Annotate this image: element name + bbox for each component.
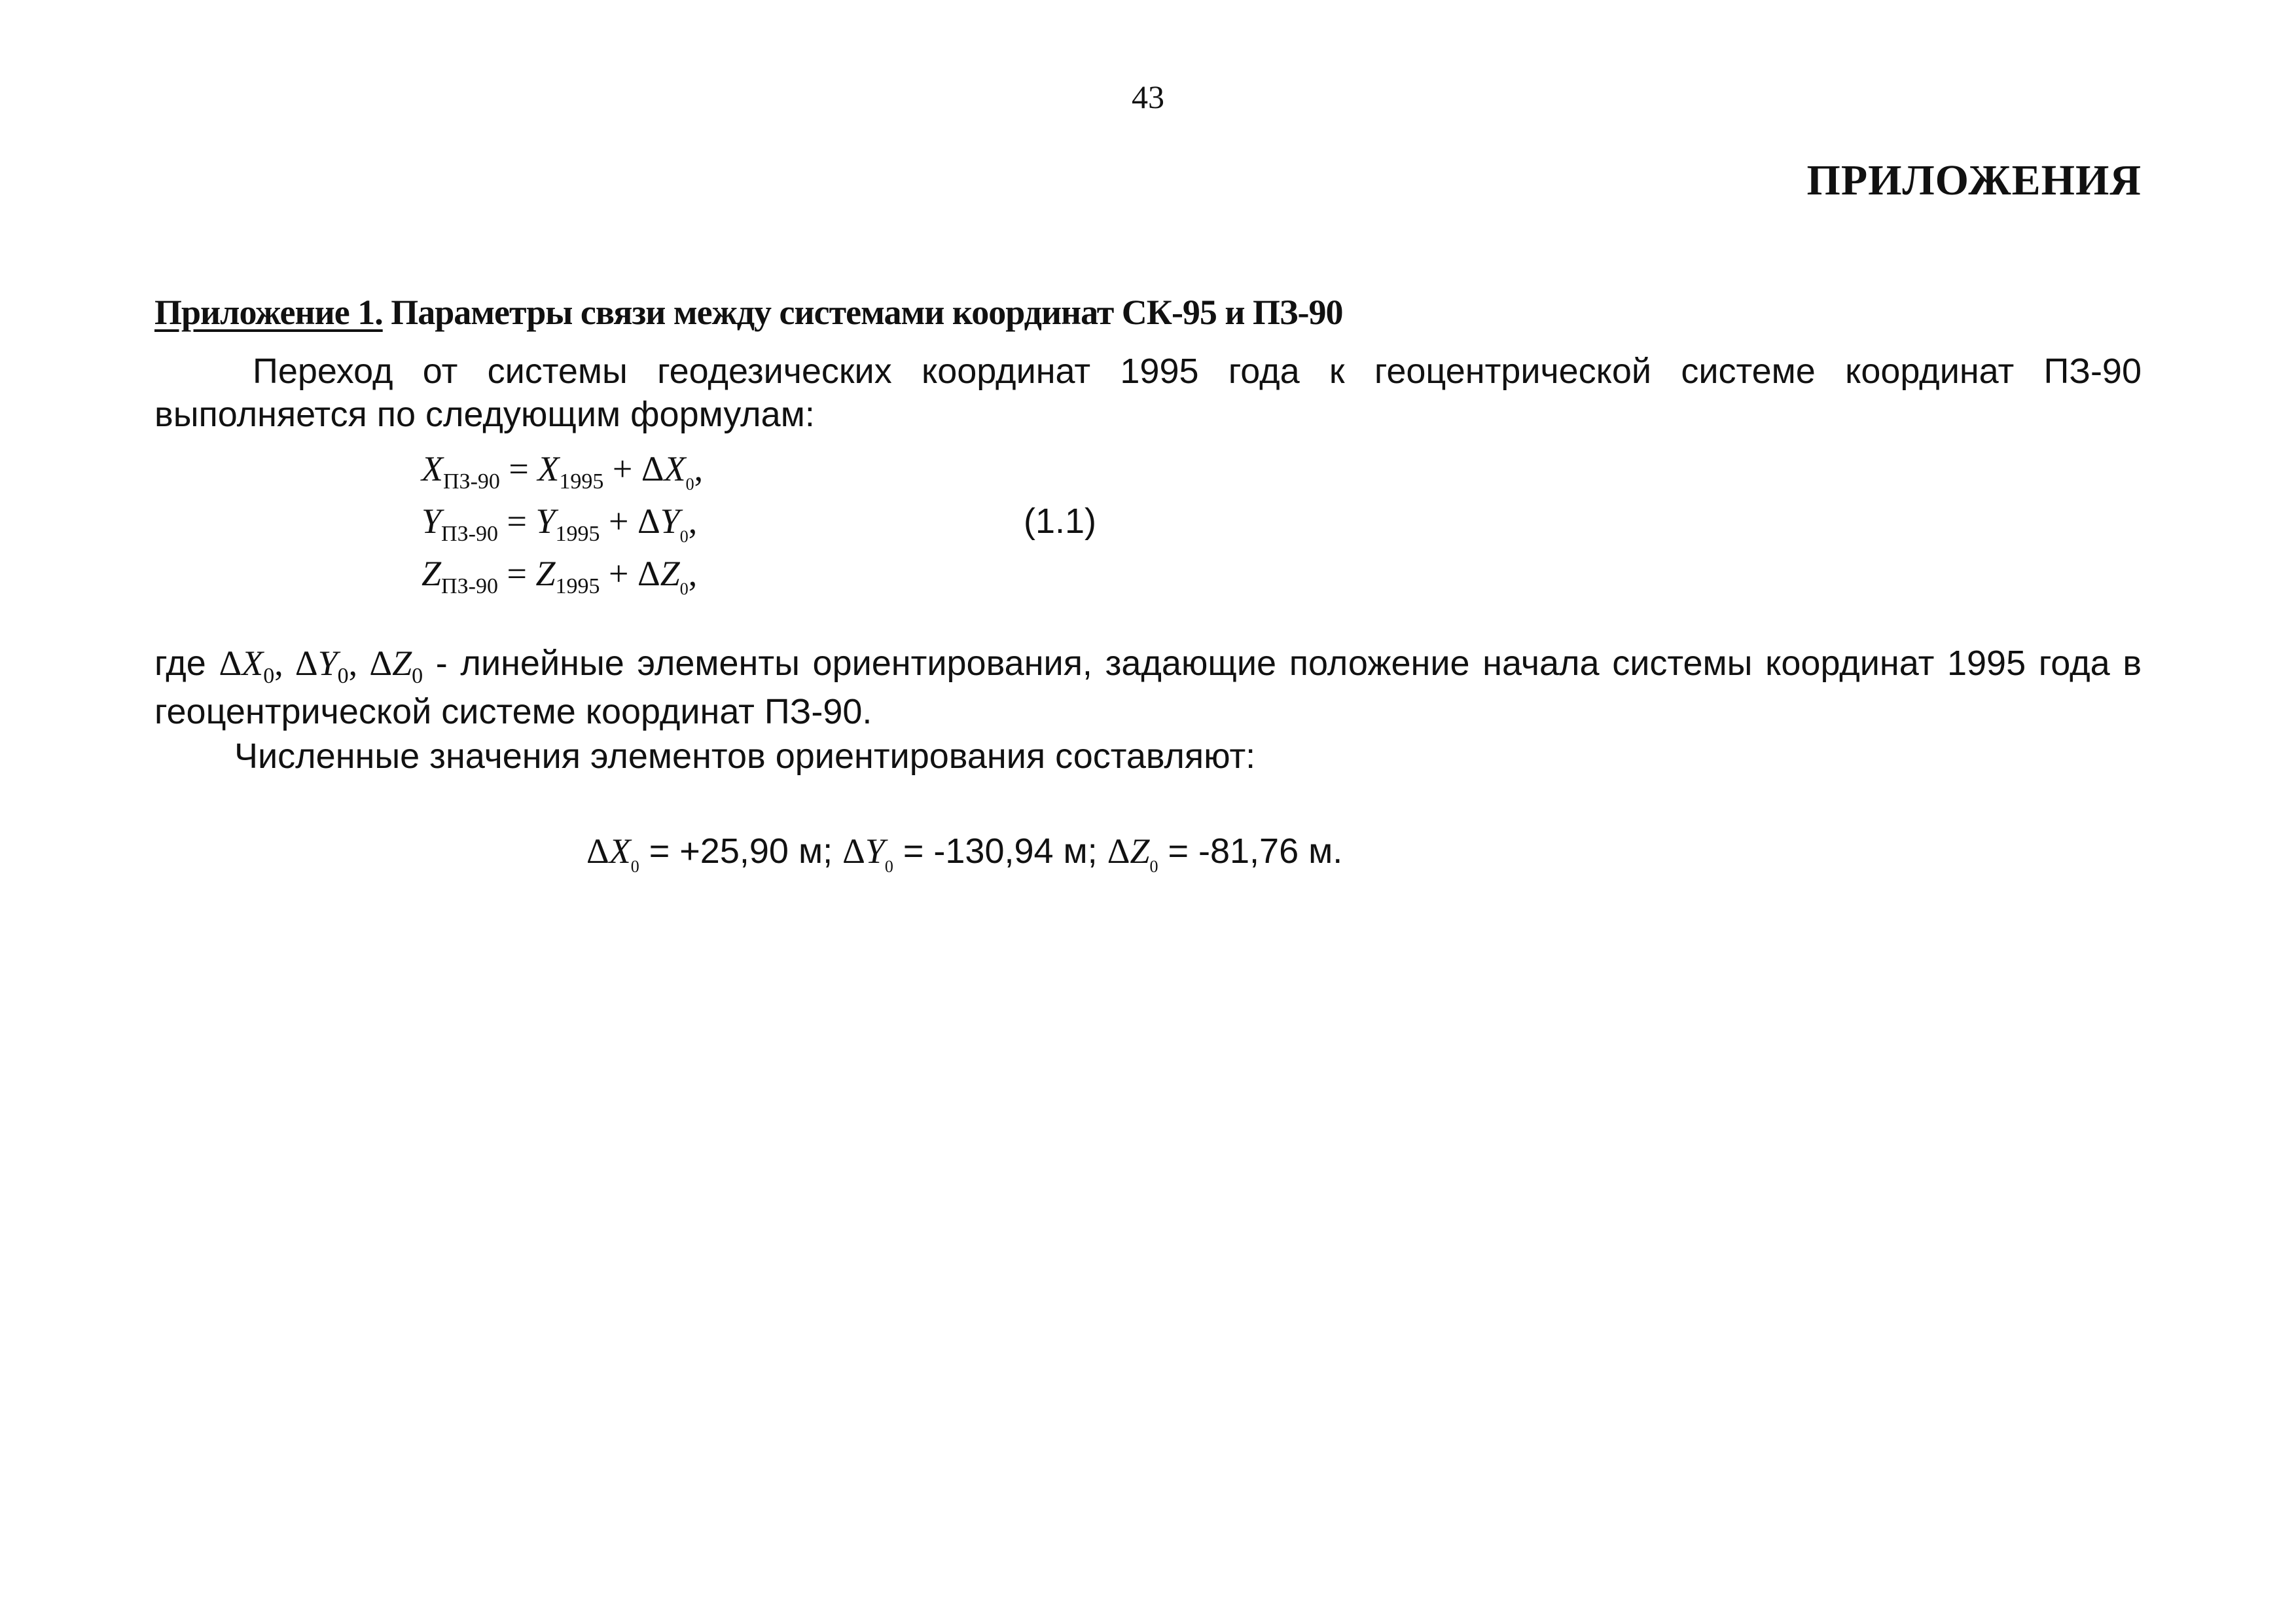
formula-row-z: $Z_{ПЗ-90} = Z_{1995} + \Delta Z_0$, [422,554,698,598]
appendix-label: Приложение 1. [154,293,383,332]
appendix-heading [154,291,1343,334]
page-number: 43 [1132,79,1164,115]
formula-row-y: $Y_{ПЗ-90} = Y_{1995} + \Delta Y_0$, [422,501,698,546]
values-intro-paragraph: Численные значения элементов ориентирования составляют: [234,737,1256,776]
where-symbol-dy: $\Delta Y_0$, [295,644,370,688]
section-title: ПРИЛОЖЕНИЯ [1806,156,2142,204]
value-dx: $\Delta X_0 = +25,90$ м; [586,831,843,876]
where-symbol-dz: $\Delta Z_0$ [369,644,423,688]
formula-row-x: $X_{ПЗ-90} = X_{1995} + \Delta X_0$, [422,449,704,494]
equation-number: (1.1) [1024,501,1097,541]
value-dy: $\Delta Y_0 = -130,94$ м; [842,831,1107,876]
where-symbol-dx: $\Delta X_0$, [219,644,295,688]
intro-paragraph: Переход от системы геодезических координат 1995 года к геоцентрической системе координат ПЗ-90 выполняется по следующим формулам: [154,352,2142,434]
orientation-values [586,825,1342,884]
appendix-title: Параметры связи между системами координат СК-95 и ПЗ-90 [382,293,1343,332]
value-dz: $\Delta Z_0 = -81,76$ м. [1107,831,1343,876]
where-paragraph: где $\Delta X_0$, $\Delta Y_0$, $\Delta Z_0$ - линейные элементы ориентирования, задающие положение начала системы координат 1995 года в геоцентрической системе координат ПЗ-90. [154,644,2142,731]
formula-block [422,443,703,600]
